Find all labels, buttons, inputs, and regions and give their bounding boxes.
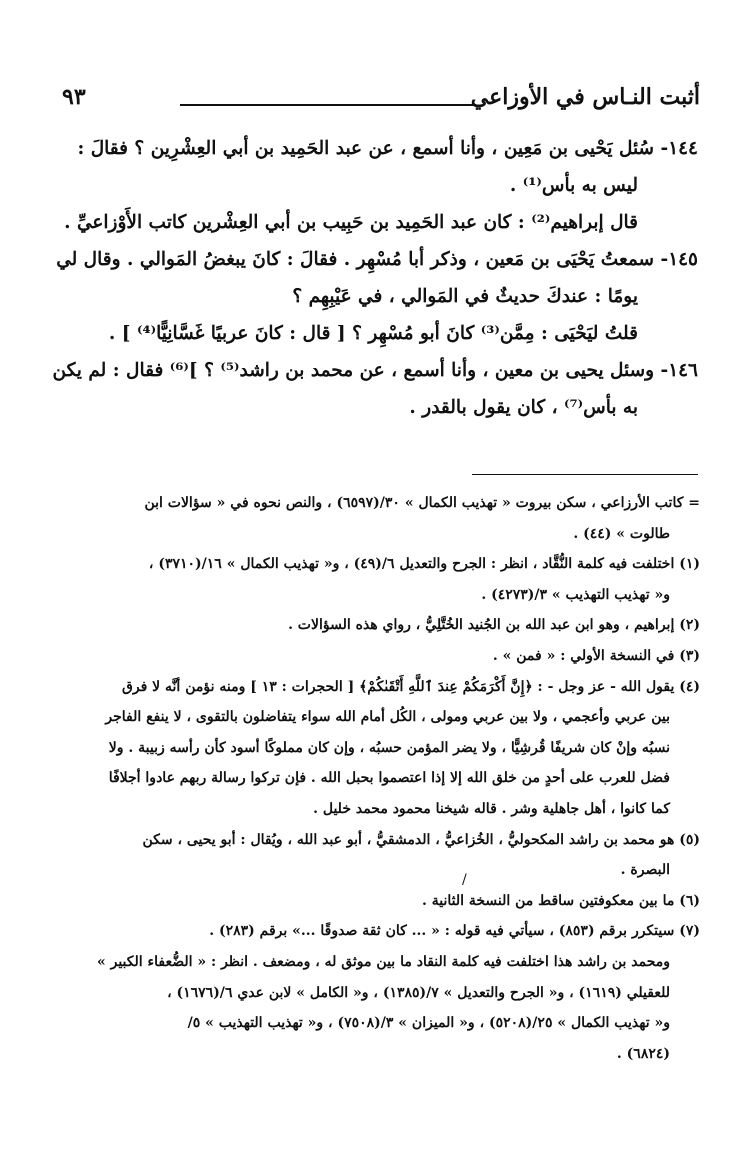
text-line: ليس به بأس⁽¹⁾ . [509, 175, 638, 196]
text-line: به بأس⁽⁷⁾ ، كان يقول بالقدر . [409, 397, 638, 418]
footnote-line: (٣) في النسخة الأولي : « فمن » . [492, 647, 700, 664]
footnote-line: فضل للعرب على أحدٍ من خلق الله إلا إذا اعتصموا بحبل الله . فإن تركوا رسالة ربهم عادوا أجلافًا [108, 770, 670, 787]
footnote-line: للعقيلي (١٦١٩) ، و« الجرح والتعديل » ٧/(١٣٨٥) ، و« الكامل » لابن عدي ٦/(١٦٧٦) ، [167, 984, 670, 1001]
text-line: يومًا : عندكَ حديثٌ في المَوالي ، في عَيْبِهِم ؟ [292, 286, 638, 307]
text-line: ١٤٥- سمعتُ يَحْيَى بن مَعين ، وذكر أبا مُسْهِر . فقالَ : كانَ يبغضُ المَوالي . وقال لي [56, 249, 698, 270]
footnote-line: طالوت » (٤٤) . [573, 525, 670, 542]
footnotes [44, 488, 700, 1069]
footnote-line: و« تهذيب الكمال » ٢٥/(٥٢٠٨) ، و« الميزان » ٣/(٧٥٠٨) ، و« تهذيب التهذيب » ٥/ [187, 1015, 670, 1032]
footnote-line: بين عربي وأعجمي ، ولا بين عربي ومولى ، الكُل أمام الله سواء يتفاضلون بالتقوى ، لا ينفع الفاجر [105, 709, 670, 726]
text-line: ١٤٤- سُئل يَحْيى بن مَعِين ، وأنا أسمع ، عن عبد الحَمِيد بن أبي العِشْرِين ؟ فقالَ : [77, 138, 698, 159]
footnote-line: ومحمد بن راشد هذا اختلفت فيه كلمة النقاد ما بين موثق له ، ومضعف . انظر : « الضُّعفاء الكبير » [96, 953, 670, 970]
page-header [62, 84, 700, 124]
header-rule [180, 104, 476, 106]
main-text [44, 130, 698, 426]
footnote-line: (٧) سيتكرر برقم (٨٥٣) ، سيأتي فيه قوله : « ... كان ثقة صدوقًا ...» برقم (٢٨٣) . [209, 923, 700, 940]
footnote-line: (٥) هو محمد بن راشد المكحوليُّ ، الخُزاعيُّ ، الدمشقيُّ ، أبو عبد الله ، ويُقال : أبو يحيى ، سكن [142, 831, 700, 848]
footnote-line: نسبُه وإنْ كان شريفًا قُرشِيًّا ، ولا يضر المؤمن حسبُه ، وإن كان مملوكًا أسود كأن رأسه زبيبة . ولا [108, 739, 670, 756]
footnote-line: و« تهذيب التهذيب » ٣/(٤٢٧٣) . [481, 586, 670, 603]
text-line: قلتُ ليَحْيَى : مِمَّن⁽³⁾ كانَ أبو مُسْهِر ؟ [ قال : كانَ عربيًا غَسَّانِيًّا⁽⁴⁾ ] . [108, 323, 638, 344]
footnote-line: (٦) ما بين معكوفتين ساقط من النسخة الثانية . [421, 892, 700, 909]
footnote-line: = كاتب الأرزاعي ، سكن بيروت « تهذيب الكمال » ٣٠/(٦٥٩٧) ، والنص نحوه في « سؤالات ابن [144, 495, 700, 511]
page-number: ٩٣ [62, 84, 86, 110]
footnote-line: (٢) إبراهيم ، وهو ابن عبد الله بن الجُنيد الخُتَّلِيُّ ، رواي هذه السؤالات . [288, 617, 700, 634]
footnote-line: (٦٨٢٤) . [616, 1045, 670, 1062]
footnote-line: (١) اختلفت فيه كلمة النُّقَّاد ، انظر : الجرح والتعديل ٦/(٤٩) ، و« تهذيب الكمال » ١٦/(٣٧١٠) ، [148, 556, 700, 573]
stray-mark: / [462, 872, 467, 888]
footnote-line: كما كانوا ، أهل جاهلية وشر . قاله شيخنا محمود محمد خليل . [313, 800, 670, 817]
text-line: قال إبراهيم⁽²⁾ : كان عبد الحَمِيد بن حَبِيب بن أبي العِشْرين كاتب الأَوْزاعيِّ . [64, 212, 638, 233]
footnote-separator [472, 474, 698, 475]
running-title: أثبت النـاس في الأوزاعي [470, 84, 700, 110]
footnote-line: البصرة . [620, 862, 670, 879]
text-line: ١٤٦- وسئل يحيى بن معين ، وأنا أسمع ، عن محمد بن راشد⁽⁵⁾ ؟ ]⁽⁶⁾ فقال : لم يكن [52, 360, 698, 381]
footnote-line: (٤) يقول الله - عز وجل - : ﴿إِنَّ أَكْرَمَكُمْ عِندَ ٱللَّهِ أَتْقَىٰكُمْ﴾ [ الحجرات : ١٣ ] ومنه نؤمن أنَّه لا فرق [122, 678, 700, 695]
